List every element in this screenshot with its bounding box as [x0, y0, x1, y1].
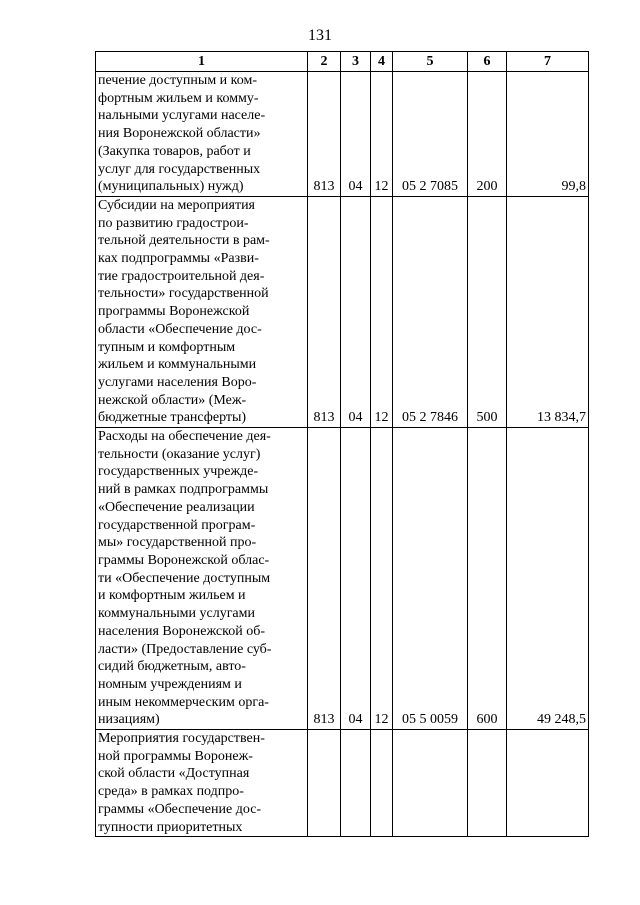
table-header	[96, 52, 589, 72]
target-article-code	[393, 730, 468, 837]
table-row	[96, 72, 589, 197]
ministry-code: 813	[308, 428, 341, 730]
row-description: печение доступным и ком- фортным жильем и комму- нальными услугами населе- ния Воронежской области» (Закупка товаров, работ и услуг для государственных (муниципальных) нужд)	[98, 73, 266, 195]
amount: 13 834,7	[507, 196, 589, 427]
target-article-code: 05 5 0059	[393, 428, 468, 730]
target-article-code: 05 2 7846	[393, 196, 468, 427]
amount: 99,8	[507, 72, 589, 197]
header-row	[96, 52, 589, 72]
amount: 49 248,5	[507, 428, 589, 730]
subsection-code: 12	[371, 196, 393, 427]
budget-table	[95, 51, 589, 837]
header-col-4: 4	[371, 52, 393, 72]
row-description: Мероприятия государствен- ной программы Воронеж- ской области «Доступная среда» в рамках подпро- граммы «Обеспечение дос- тупности приоритетных	[98, 731, 265, 835]
target-article-code: 05 2 7085	[393, 72, 468, 197]
table-row	[96, 196, 589, 427]
header-col-6: 6	[468, 52, 507, 72]
expense-type-code	[468, 730, 507, 837]
subsection-code: 12	[371, 428, 393, 730]
row-description-cell	[96, 196, 308, 427]
row-description-cell	[96, 72, 308, 197]
header-col-5: 5	[393, 52, 468, 72]
section-code: 04	[341, 72, 371, 197]
header-col-3: 3	[341, 52, 371, 72]
table-row	[96, 730, 589, 837]
amount	[507, 730, 589, 837]
row-description: Субсидии на мероприятия по развитию градострои- тельной деятельности в рам- ках подпрограммы «Разви- тие градостроительной дея- тельности» государственной программы Воронежской области «Обеспечение дос- тупным и комфортным жильем и коммунальными услугами населения Воро- нежской области» (Меж- бюджетные трансферты)	[98, 197, 270, 426]
row-description-cell	[96, 428, 308, 730]
section-code: 04	[341, 196, 371, 427]
subsection-code: 12	[371, 72, 393, 197]
expense-type-code: 600	[468, 428, 507, 730]
page-number: 131	[308, 27, 332, 44]
row-description-cell	[96, 730, 308, 837]
ministry-code	[308, 730, 341, 837]
header-col-1: 1	[96, 52, 308, 72]
subsection-code	[371, 730, 393, 837]
expense-type-code: 500	[468, 196, 507, 427]
header-col-7: 7	[507, 52, 589, 72]
expense-type-code: 200	[468, 72, 507, 197]
table-row	[96, 428, 589, 730]
row-description: Расходы на обеспечение дея- тельности (оказание услуг) государственных учрежде- ний в рамках подпрограммы «Обеспечение реализации государственной програм- мы» государственной про- граммы Воронежской облас- ти «Обеспечение доступным и комфортным жильем и коммунальными услугами населения Воронежской об- ласти» (Предоставление суб- сидий бюджетным, авто- номным учреждениям и иным некоммерческим орга- низациям)	[98, 429, 272, 728]
ministry-code: 813	[308, 72, 341, 197]
section-code: 04	[341, 428, 371, 730]
header-col-2: 2	[308, 52, 341, 72]
ministry-code: 813	[308, 196, 341, 427]
section-code	[341, 730, 371, 837]
